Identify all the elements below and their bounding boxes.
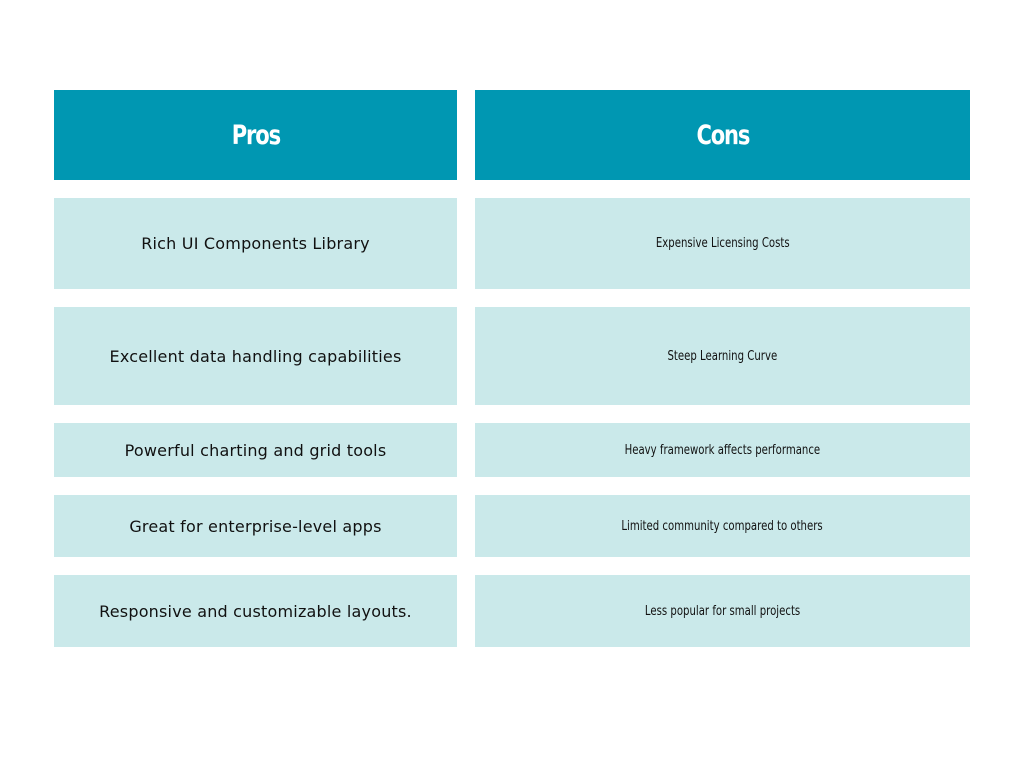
pros-header <box>54 90 457 180</box>
con-text: Steep Learning Curve <box>667 348 778 364</box>
con-cell <box>475 307 970 405</box>
pro-cell <box>54 198 457 289</box>
pro-cell <box>54 495 457 557</box>
pros-header-label: Pros <box>231 119 280 151</box>
pro-text: Powerful charting and grid tools <box>124 440 387 460</box>
con-cell <box>475 495 970 557</box>
pro-cell <box>54 575 457 647</box>
con-text: Heavy framework affects performance <box>624 442 821 458</box>
pro-text: Great for enterprise-level apps <box>129 516 382 536</box>
con-text: Expensive Licensing Costs <box>655 236 790 251</box>
pro-cell <box>54 307 457 405</box>
pro-cell <box>54 423 457 477</box>
pro-text: Responsive and customizable layouts. <box>99 601 412 621</box>
cons-header-label: Cons <box>696 119 749 151</box>
con-cell <box>475 423 970 477</box>
cons-header <box>475 90 970 180</box>
con-cell <box>475 575 970 647</box>
pro-text: Rich UI Components Library <box>141 234 370 253</box>
con-cell <box>475 198 970 289</box>
con-text: Limited community compared to others <box>621 518 824 534</box>
pro-text: Excellent data handling capabilities <box>109 346 402 366</box>
con-text: Less popular for small projects <box>644 603 801 619</box>
